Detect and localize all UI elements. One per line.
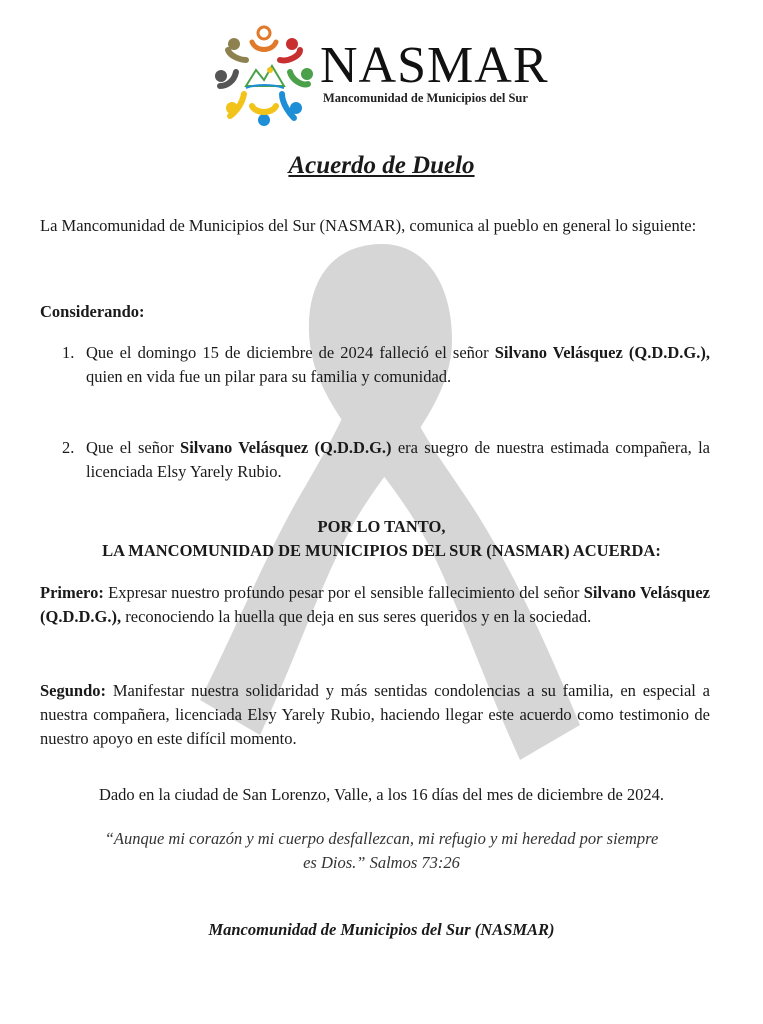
primero-paragraph: Primero: Expresar nuestro profundo pesar por el sensible fallecimiento del señor Silvano Velásquez (Q.D.D.G.), reconociendo la huella que deja en sus seres queridos y en la sociedad. [40, 583, 710, 626]
list-item-number: 2. [62, 438, 75, 457]
intro-paragraph: La Mancomunidad de Municipios del Sur (NASMAR), comunica al pueblo en general lo siguiente: [40, 216, 697, 235]
brand-name: NASMAR [320, 37, 549, 94]
list-item [62, 341, 710, 389]
considerando-heading: Considerando: [40, 302, 145, 321]
segundo-paragraph: Segundo: Manifestar nuestra solidaridad y más sentidas condolencias a su familia, en especial a nuestra compañera, licenciada Elsy Yarely Rubio, haciendo llegar este acuerdo como testimonio de nuestro apoyo en este difícil momento. [40, 681, 710, 748]
bible-quote-line-2: es Dios.” Salmos 73:26 [303, 853, 460, 872]
date-place-statement: Dado en la ciudad de San Lorenzo, Valle, a los 16 días del mes de diciembre de 2024. [98, 785, 665, 804]
list-item-text: Que el señor Silvano Velásquez (Q.D.D.G.) era suegro de nuestra estimada compañera, la licenciada Elsy Yarely Rubio. [86, 438, 710, 481]
list-item-number: 1. [62, 343, 75, 362]
resolution-line-1: POR LO TANTO, [317, 517, 446, 536]
signature-line: Mancomunidad de Municipios del Sur (NASMAR) [208, 920, 555, 939]
resolution-line-2: LA MANCOMUNIDAD DE MUNICIPIOS DEL SUR (NASMAR) ACUERDA: [102, 541, 661, 560]
brand-subtitle: Mancomunidad de Municipios del Sur [323, 91, 528, 105]
list-item-text: Que el domingo 15 de diciembre de 2024 falleció el señor Silvano Velásquez (Q.D.D.G.), quien en vida fue un pilar para su familia y comunidad. [86, 343, 710, 386]
nasmar-logo-icon [212, 24, 316, 128]
bible-quote-line-1: “Aunque mi corazón y mi cuerpo desfallezcan, mi refugio y mi heredad por siempre [104, 829, 659, 848]
document-title: Acuerdo de Duelo [288, 152, 475, 179]
list-item [62, 436, 710, 484]
